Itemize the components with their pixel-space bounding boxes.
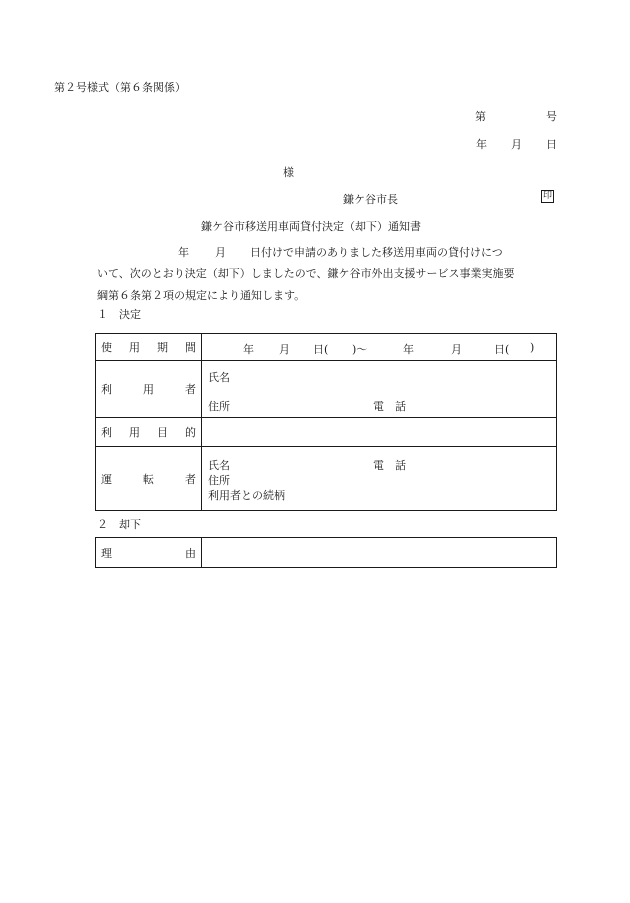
period-start-year: 年 xyxy=(243,343,254,356)
row-reason xyxy=(96,538,557,568)
section-rejection-heading: ２ 却下 xyxy=(97,518,141,531)
row-driver xyxy=(96,447,557,511)
period-end-close: ) xyxy=(530,341,535,354)
row-purpose xyxy=(96,418,557,447)
driver-address-label: 住所 xyxy=(208,474,230,487)
label-driver: 運転者 xyxy=(96,447,202,511)
row-usage-period xyxy=(96,334,557,361)
driver-relation-label: 利用者との続柄 xyxy=(208,489,285,502)
label-reason: 理由 xyxy=(96,538,202,568)
user-address-label: 住所 xyxy=(208,400,230,413)
issuer-mayor: 鎌ケ谷市長 xyxy=(343,193,398,206)
row-user xyxy=(96,361,557,418)
date-year-label: 年 xyxy=(476,138,487,151)
user-phone-label: 電 話 xyxy=(373,400,406,413)
body-line-2: いて、次のとおり決定（却下）しましたので、鎌ケ谷市外出支援サービス事業実施要 xyxy=(97,267,515,280)
period-end-year: 年 xyxy=(403,343,414,356)
document-title: 鎌ケ谷市移送用車両貸付決定（却下）通知書 xyxy=(201,220,421,233)
driver-name-label: 氏名 xyxy=(208,459,230,472)
driver-phone-label: 電 話 xyxy=(373,459,406,472)
reason-value xyxy=(202,538,557,568)
body-month-label: 月 xyxy=(215,246,226,259)
date-day-label: 日 xyxy=(546,138,557,151)
date-month-label: 月 xyxy=(511,138,522,151)
form-number: 第２号様式（第６条関係） xyxy=(54,81,186,94)
decision-table xyxy=(95,333,557,511)
label-purpose: 利用目的 xyxy=(96,418,202,447)
user-name-label: 氏名 xyxy=(208,371,230,384)
number-suffix: 号 xyxy=(546,110,557,123)
section-decision-heading: １ 決定 xyxy=(97,308,141,321)
body-line-1 xyxy=(178,244,503,260)
document-number-line xyxy=(475,108,557,124)
number-prefix: 第 xyxy=(475,110,486,123)
period-start-day: 日( xyxy=(313,343,329,356)
body-year-label: 年 xyxy=(178,246,189,259)
period-end-month: 月 xyxy=(451,343,462,356)
body-line-3: 綱第６条第２項の規定により通知します。 xyxy=(97,289,306,302)
driver-value xyxy=(202,447,557,511)
seal-icon: 印 xyxy=(542,191,552,201)
issue-date-line xyxy=(476,136,557,152)
period-range-separator: )～ xyxy=(352,343,368,356)
body-line-1-text: 日付けで申請のありました移送用車両の貸付けにつ xyxy=(250,246,503,259)
addressee-suffix: 様 xyxy=(283,166,294,179)
rejection-table xyxy=(95,537,557,568)
user-value xyxy=(202,361,557,418)
period-end-day: 日( xyxy=(494,343,510,356)
label-usage-period: 使用期間 xyxy=(96,334,202,361)
purpose-value xyxy=(202,418,557,447)
period-start-month: 月 xyxy=(279,343,290,356)
usage-period-value xyxy=(202,334,557,361)
label-user: 利用者 xyxy=(96,361,202,418)
